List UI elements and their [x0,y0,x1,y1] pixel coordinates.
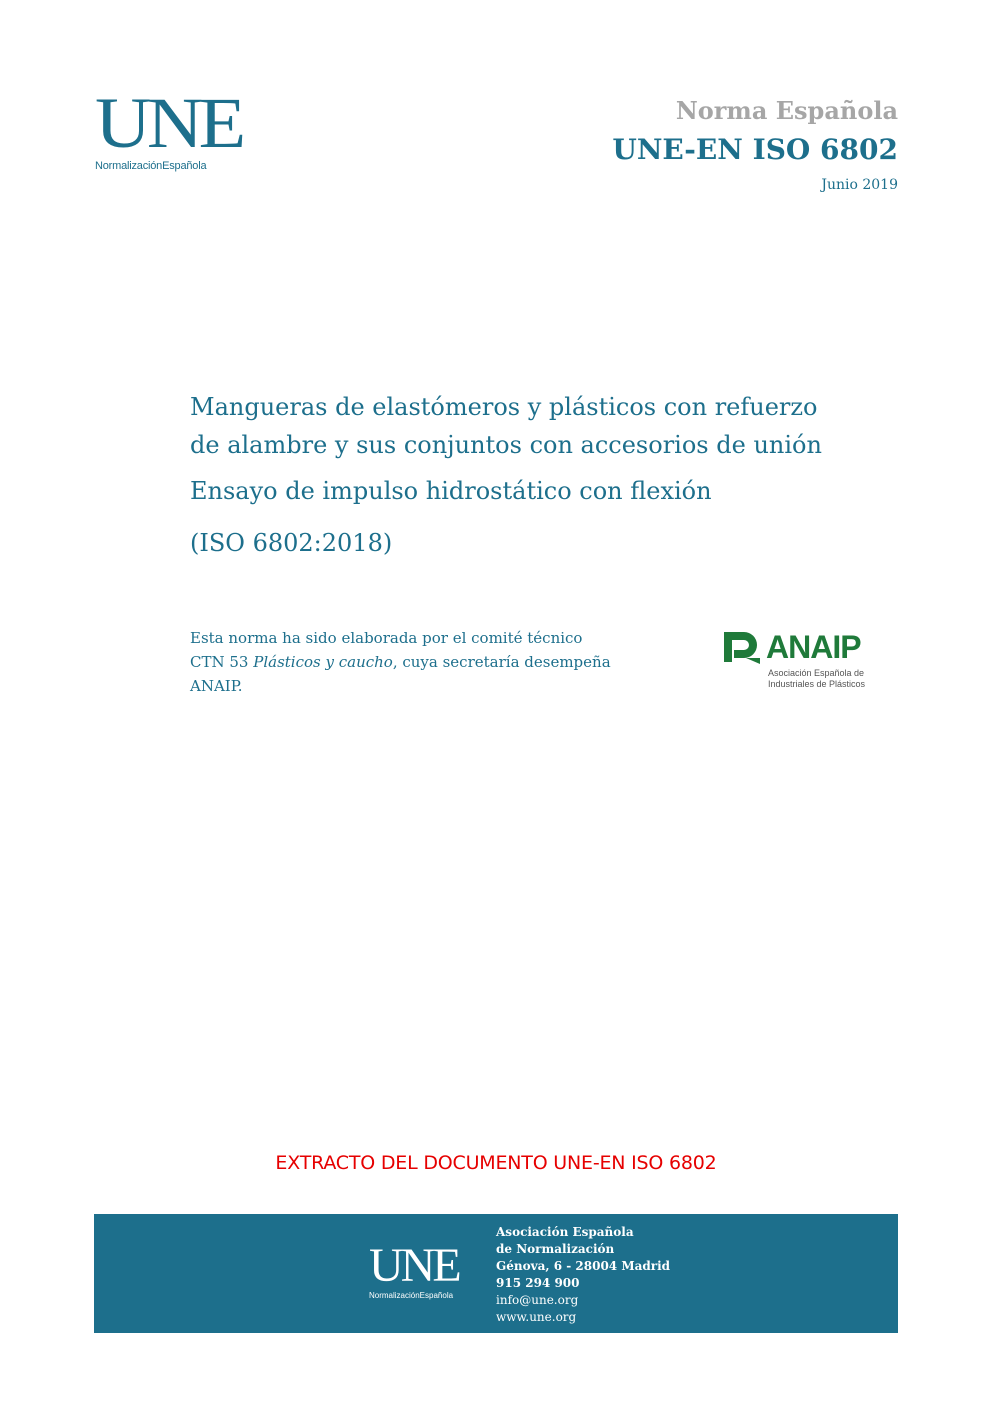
footer-band [94,1214,898,1333]
footer-web-link[interactable]: www.une.org [496,1310,577,1324]
committee-line-2 [190,650,670,674]
anaip-subtitle-1: Asociación Española de [768,668,865,678]
document-subtitle: Ensayo de impulso hidrostático con flexión [190,477,712,505]
iso-reference: (ISO 6802:2018) [190,529,393,557]
committee-line-2-rest: , cuya secretaría desempeña [392,653,611,671]
norm-label: Norma Española [675,96,898,125]
footer-logo-tagline: NormalizaciónEspañola [369,1291,454,1300]
norm-code: UNE-EN ISO 6802 [612,133,898,166]
une-logo [95,83,242,172]
footer-contact [496,1224,670,1326]
document-title [190,388,890,562]
anaip-symbol-icon [720,628,764,666]
anaip-subtitle-2: Industriales de Plásticos [768,679,866,689]
norm-date: Junio 2019 [821,177,898,193]
footer-org-line-1: Asociación Española [496,1225,634,1239]
footer-email-link[interactable]: info@une.org [496,1293,579,1307]
footer-logo-word: UNE [369,1239,459,1292]
extract-notice: EXTRACTO DEL DOCUMENTO UNE-EN ISO 6802 [275,1152,717,1174]
une-logo-tagline: NormalizaciónEspañola [95,160,207,172]
footer-phone: 915 294 900 [496,1276,580,1290]
footer-address: Génova, 6 - 28004 Madrid [496,1259,671,1273]
anaip-logo [720,628,870,690]
une-logo-word: UNE [95,83,242,163]
anaip-mark [720,628,870,666]
title-line-1: Mangueras de elastómeros y plásticos con refuerzo [190,393,818,421]
committee-line-3: ANAIP. [190,677,243,695]
committee-line-1: Esta norma ha sido elaborada por el comité técnico [190,629,583,647]
footer-org-line-2: de Normalización [496,1242,615,1256]
committee-statement [190,626,670,698]
footer-une-logo [369,1239,459,1300]
ctn-number: CTN 53 [190,653,254,671]
title-line-2: de alambre y sus conjuntos con accesorios de unión [190,431,822,459]
anaip-word: ANAIP [766,629,861,665]
ctn-name: Plásticos y caucho [253,653,393,671]
